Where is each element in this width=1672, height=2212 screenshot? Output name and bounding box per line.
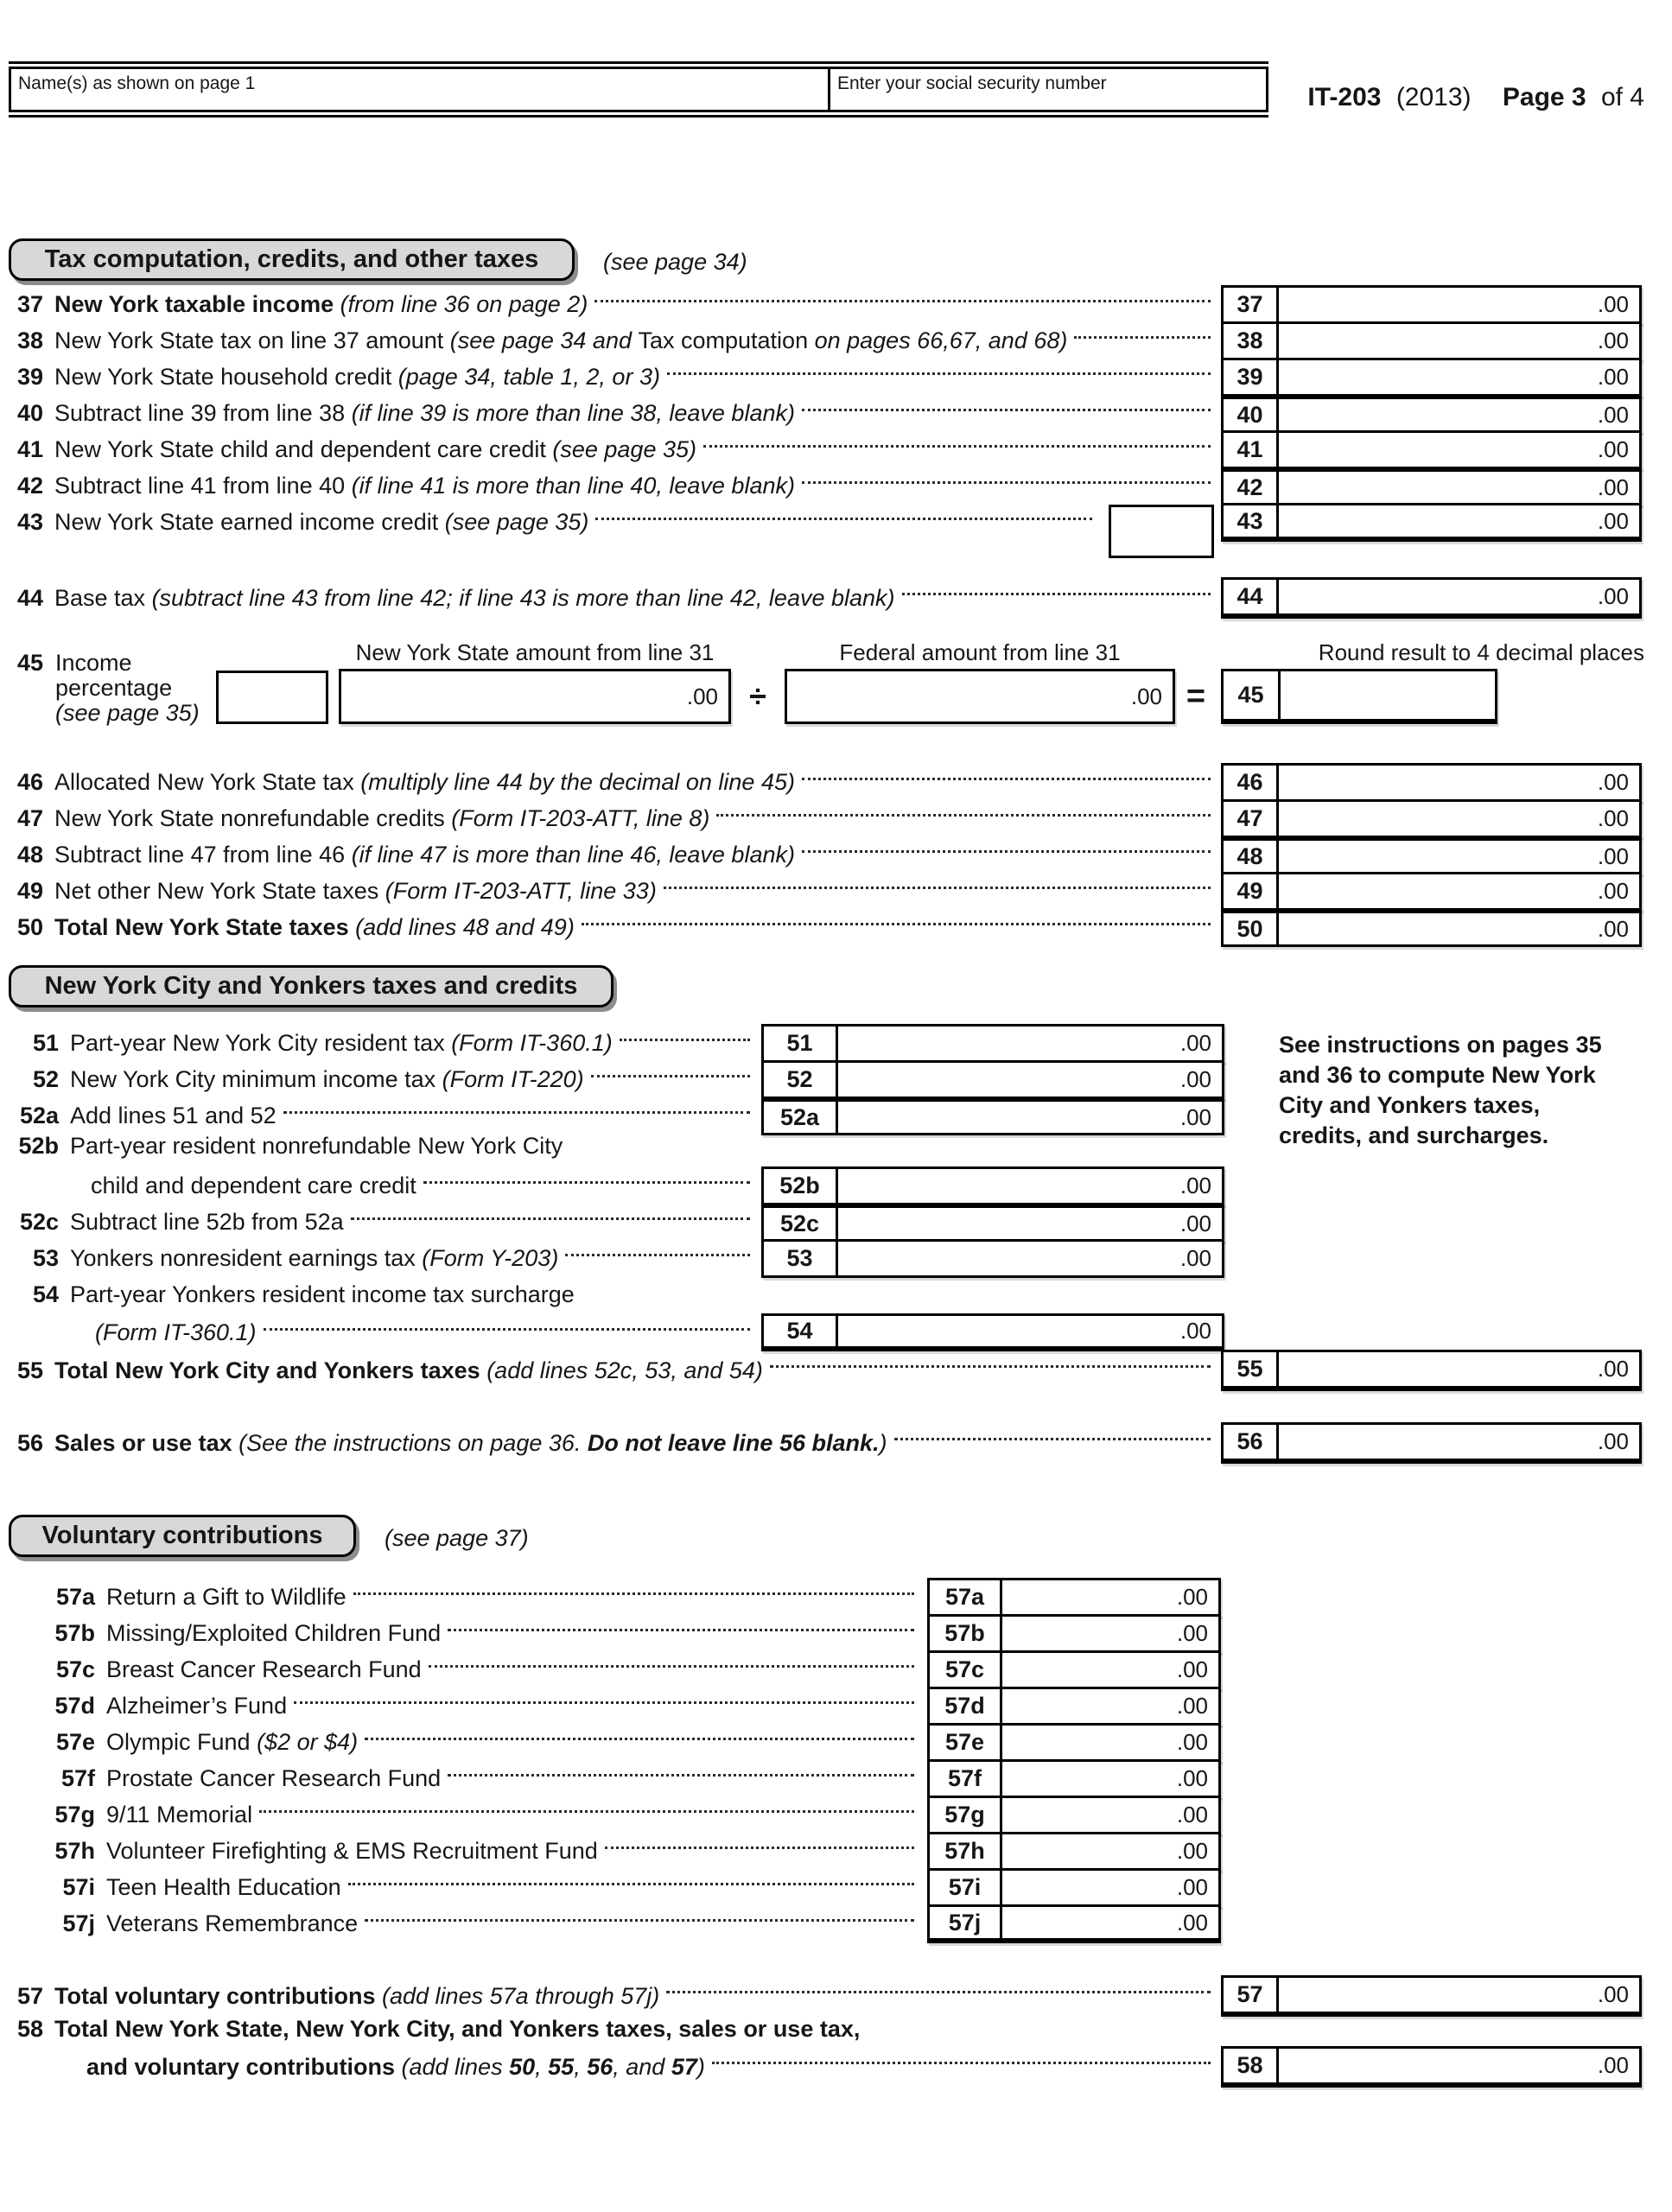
line-38-label: New York State tax on line 37 amount (see page 34 and Tax computation on pages 66,67, and 68) <box>54 327 1068 353</box>
line-57d-amount-input[interactable]: .00 <box>1176 1693 1208 1719</box>
line-45-label-2: percentage <box>55 675 173 701</box>
line-51-row <box>9 1024 753 1063</box>
line-57-row <box>9 1975 1214 2017</box>
line-52a-label: Add lines 51 and 52 <box>70 1103 277 1128</box>
line-52b-number: 52b <box>18 1132 59 1159</box>
line-57c-box <box>927 1650 1221 1689</box>
divide-sign: ÷ <box>749 678 766 714</box>
line-52a-amount-input[interactable]: .00 <box>1179 1103 1211 1130</box>
line-42-label: Subtract line 41 from line 40 (if line 41 is more than line 40, leave blank) <box>54 473 795 499</box>
line-48-amount-input[interactable]: .00 <box>1597 842 1629 869</box>
line-52-box <box>761 1060 1224 1099</box>
form-year: (2013) <box>1395 83 1472 111</box>
line-52a-leader <box>283 1111 750 1114</box>
line-56-number: 56 <box>16 1429 43 1456</box>
line-38-box-number: 38 <box>1224 324 1279 358</box>
line-43-box <box>1221 503 1642 542</box>
line-57b-amount-input[interactable]: .00 <box>1176 1620 1208 1646</box>
line-57i-leader <box>348 1883 914 1885</box>
line-58-leader <box>712 2062 1211 2064</box>
line-57h-box-number: 57h <box>930 1834 1002 1868</box>
line-58-box-number: 58 <box>1224 2049 1279 2082</box>
line-44-leader <box>902 593 1211 595</box>
line-52c-box <box>761 1203 1224 1242</box>
ssn-field[interactable] <box>828 67 1268 112</box>
nyc-note-line-1: See instructions on pages 35 <box>1279 1032 1602 1058</box>
line-52-row <box>9 1060 753 1099</box>
line-44-row <box>9 577 1214 619</box>
line-49-row <box>9 872 1214 911</box>
line-58-row-1 <box>9 2012 1214 2046</box>
line-57c-row <box>9 1650 918 1689</box>
nyc-instructions-note <box>1279 1030 1602 1151</box>
line-57-leader <box>666 1991 1211 1993</box>
line-37-box <box>1221 285 1642 324</box>
line-49-label: Net other New York State taxes (Form IT-203-ATT, line 33) <box>54 878 657 904</box>
nyc-note-line-4: credits, and surcharges. <box>1279 1122 1549 1148</box>
line-44-box <box>1221 577 1642 619</box>
line-42-leader <box>802 481 1211 484</box>
page-number: Page 3 <box>1502 83 1586 111</box>
line-57j-box <box>927 1904 1221 1943</box>
line-40-amount-input[interactable]: .00 <box>1597 401 1629 428</box>
section-voluntary-see-note: (see page 37) <box>385 1525 529 1551</box>
line-51-box <box>761 1024 1224 1063</box>
line-57c-leader <box>429 1665 914 1668</box>
line-37-amount-input[interactable]: .00 <box>1597 291 1629 317</box>
line-50-box <box>1221 908 1642 947</box>
line-48-box-number: 48 <box>1224 841 1279 872</box>
line-48-number: 48 <box>16 842 43 868</box>
line-56-row <box>9 1422 1214 1464</box>
line-57j-label: Veterans Remembrance <box>106 1910 359 1936</box>
line-57f-label: Prostate Cancer Research Fund <box>106 1765 442 1791</box>
line-57c-amount-input[interactable]: .00 <box>1176 1656 1208 1682</box>
line-37-leader <box>594 300 1211 302</box>
section-tax-computation-see-note: (see page 34) <box>603 249 747 275</box>
line-52a-box <box>761 1096 1224 1135</box>
line-57b-box <box>927 1614 1221 1653</box>
line-45-aux-input[interactable] <box>216 671 328 724</box>
line-38-row <box>9 321 1214 360</box>
line-57g-box-number: 57g <box>930 1798 1002 1832</box>
line-39-leader <box>667 372 1211 375</box>
line-52-label: New York City minimum income tax (Form IT-220) <box>70 1066 584 1092</box>
section-tax-computation <box>9 238 575 281</box>
line-41-box-number: 41 <box>1224 433 1279 467</box>
line-52b-box-number: 52b <box>764 1169 838 1203</box>
form-title <box>1307 83 1644 112</box>
line-43-label: New York State earned income credit (see page 35) <box>54 509 589 535</box>
line-52b-leader <box>423 1181 750 1184</box>
line-57f-box <box>927 1759 1221 1798</box>
line-57d-box <box>927 1687 1221 1726</box>
line-37-number: 37 <box>16 291 43 317</box>
line-52-number: 52 <box>32 1066 59 1092</box>
line-51-box-number: 51 <box>764 1027 838 1060</box>
line-43-aux-input[interactable] <box>1109 505 1214 558</box>
line-57b-row <box>9 1614 918 1653</box>
line-45-nys-amount-input[interactable]: .00 <box>686 683 718 709</box>
line-57g-box <box>927 1796 1221 1834</box>
line-57a-amount-input[interactable]: .00 <box>1176 1584 1208 1610</box>
line-51-leader <box>620 1039 750 1041</box>
line-57b-number: 57b <box>54 1620 95 1646</box>
line-52-leader <box>591 1075 750 1077</box>
line-55-row <box>9 1350 1214 1391</box>
line-41-amount-input[interactable]: .00 <box>1597 436 1629 462</box>
line-52a-box-number: 52a <box>764 1102 838 1133</box>
line-58-label-1: Total New York State, New York City, and Yonkers taxes, sales or use tax, <box>54 2015 861 2042</box>
line-41-box <box>1221 430 1642 469</box>
line-51-number: 51 <box>32 1030 59 1056</box>
section-nyc-yonkers-title: New York City and Yonkers taxes and credits <box>44 972 578 1000</box>
line-57a-leader <box>353 1592 914 1595</box>
line-52b-label-1: Part-year resident nonrefundable New York City <box>70 1132 563 1159</box>
line-41-row <box>9 430 1214 469</box>
line-57d-label: Alzheimer’s Fund <box>106 1693 288 1719</box>
line-53-amount-input[interactable]: .00 <box>1179 1245 1211 1271</box>
line-48-row <box>9 836 1214 874</box>
name-field[interactable] <box>9 67 828 112</box>
line-49-leader <box>664 887 1211 889</box>
line-52c-label: Subtract line 52b from 52a <box>70 1209 344 1235</box>
line-45-nys-label: New York State amount from line 31 <box>355 639 715 665</box>
line-58-box <box>1221 2046 1642 2088</box>
line-54-box-number: 54 <box>764 1316 838 1346</box>
line-39-amount-input[interactable]: .00 <box>1597 364 1629 390</box>
line-50-leader <box>582 923 1211 925</box>
section-voluntary <box>9 1515 356 1557</box>
line-45-federal-box <box>785 669 1175 724</box>
line-58-label-2: and voluntary contributions (add lines 50, 55, 56, and 57) <box>86 2053 705 2080</box>
line-57i-box-number: 57i <box>930 1871 1002 1904</box>
line-57a-box-number: 57a <box>930 1580 1002 1614</box>
line-57d-box-number: 57d <box>930 1689 1002 1723</box>
line-47-row <box>9 799 1214 838</box>
line-40-box-number: 40 <box>1224 399 1279 430</box>
line-53-label: Yonkers nonresident earnings tax (Form Y-203) <box>70 1245 559 1271</box>
line-57h-leader <box>605 1847 914 1849</box>
line-57f-amount-input[interactable]: .00 <box>1176 1765 1208 1791</box>
line-41-leader <box>703 445 1211 448</box>
line-57i-amount-input[interactable]: .00 <box>1176 1874 1208 1900</box>
line-57c-number: 57c <box>55 1656 95 1682</box>
line-52c-row <box>9 1203 753 1242</box>
line-57f-leader <box>448 1774 914 1777</box>
line-38-leader <box>1074 336 1211 339</box>
line-44-amount-input[interactable]: .00 <box>1597 583 1629 609</box>
line-54-label-2: (Form IT-360.1) <box>95 1319 257 1345</box>
line-57j-box-number: 57j <box>930 1907 1002 1938</box>
line-48-label: Subtract line 47 from line 46 (if line 47 is more than line 46, leave blank) <box>54 842 795 868</box>
equals-sign: = <box>1186 677 1206 715</box>
line-55-label: Total New York City and Yonkers taxes (add lines 52c, 53, and 54) <box>54 1357 763 1383</box>
section-tax-computation-title: Tax computation, credits, and other taxes <box>44 245 539 273</box>
line-57a-label: Return a Gift to Wildlife <box>106 1584 346 1610</box>
line-50-amount-input[interactable]: .00 <box>1597 915 1629 942</box>
line-44-number: 44 <box>16 584 43 611</box>
line-57h-amount-input[interactable]: .00 <box>1176 1838 1208 1864</box>
line-47-leader <box>716 814 1211 817</box>
line-57g-number: 57g <box>54 1802 95 1827</box>
line-57f-box-number: 57f <box>930 1762 1002 1796</box>
line-42-number: 42 <box>16 473 43 499</box>
line-37-row <box>9 285 1214 324</box>
line-56-leader <box>894 1438 1211 1440</box>
line-46-leader <box>802 778 1211 780</box>
line-56-amount-input[interactable]: .00 <box>1597 1428 1629 1454</box>
line-57e-amount-input[interactable]: .00 <box>1176 1729 1208 1755</box>
line-52a-number: 52a <box>19 1103 59 1128</box>
line-57h-number: 57h <box>54 1838 95 1864</box>
section-voluntary-title: Voluntary contributions <box>41 1522 323 1549</box>
line-45-round-label: Round result to 4 decimal places <box>1318 639 1644 665</box>
line-49-box <box>1221 872 1642 911</box>
line-50-number: 50 <box>16 914 43 940</box>
line-54-row-1 <box>9 1277 753 1312</box>
line-58-number: 58 <box>16 2015 43 2042</box>
line-40-leader <box>802 409 1211 411</box>
line-57-label: Total voluntary contributions (add lines 57a through 57j) <box>54 1982 660 2009</box>
line-46-amount-input[interactable]: .00 <box>1597 769 1629 795</box>
header-bottom-rule <box>9 115 1268 118</box>
line-57i-box <box>927 1868 1221 1907</box>
line-57b-box-number: 57b <box>930 1617 1002 1650</box>
line-54-leader <box>264 1328 750 1331</box>
line-39-label: New York State household credit (page 34, table 1, 2, or 3) <box>54 364 660 390</box>
name-field-label: Name(s) as shown on page 1 <box>18 73 256 93</box>
line-54-row-2 <box>9 1313 753 1352</box>
line-57g-label: 9/11 Memorial <box>106 1802 253 1827</box>
line-44-box-number: 44 <box>1224 580 1279 613</box>
line-53-box <box>761 1239 1224 1278</box>
line-49-box-number: 49 <box>1224 874 1279 908</box>
line-49-number: 49 <box>16 878 43 904</box>
line-39-box <box>1221 358 1642 397</box>
line-45-nys-box <box>339 669 731 724</box>
line-55-leader <box>770 1365 1211 1368</box>
section-nyc-yonkers <box>9 965 613 1007</box>
line-52c-leader <box>351 1217 750 1220</box>
line-57j-amount-input[interactable]: .00 <box>1176 1909 1208 1936</box>
line-53-box-number: 53 <box>764 1242 838 1275</box>
line-39-row <box>9 358 1214 397</box>
line-52-box-number: 52 <box>764 1063 838 1096</box>
line-45-federal-label: Federal amount from line 31 <box>839 639 1121 665</box>
line-57d-row <box>9 1687 918 1726</box>
line-49-amount-input[interactable]: .00 <box>1597 878 1629 904</box>
page-total: of 4 <box>1600 83 1644 111</box>
line-57g-leader <box>259 1810 914 1813</box>
line-54-amount-input[interactable]: .00 <box>1179 1318 1211 1344</box>
line-38-amount-input[interactable]: .00 <box>1597 327 1629 353</box>
line-57-box <box>1221 1975 1642 2017</box>
line-55-amount-input[interactable]: .00 <box>1597 1356 1629 1382</box>
line-51-amount-input[interactable]: .00 <box>1179 1030 1211 1056</box>
line-56-box <box>1221 1422 1642 1464</box>
line-53-leader <box>565 1254 750 1256</box>
line-58-amount-input[interactable]: .00 <box>1597 2052 1629 2078</box>
line-57f-number: 57f <box>60 1765 95 1791</box>
line-42-box-number: 42 <box>1224 472 1279 503</box>
form-id: IT-203 <box>1307 83 1382 111</box>
line-41-label: New York State child and dependent care credit (see page 35) <box>54 436 696 462</box>
line-57f-row <box>9 1759 918 1798</box>
line-48-leader <box>802 850 1211 853</box>
line-45-number: 45 <box>16 650 43 676</box>
line-42-amount-input[interactable]: .00 <box>1597 474 1629 500</box>
line-57h-row <box>9 1832 918 1871</box>
line-57j-leader <box>365 1919 914 1922</box>
line-46-label: Allocated New York State tax (multiply line 44 by the decimal on line 45) <box>54 769 795 795</box>
line-50-row <box>9 908 1214 947</box>
line-52b-box <box>761 1166 1224 1205</box>
line-45-label-3: (see page 35) <box>55 700 200 726</box>
ssn-field-label: Enter your social security number <box>837 73 1107 93</box>
line-57-number: 57 <box>16 1982 43 2009</box>
line-57g-row <box>9 1796 918 1834</box>
nyc-note-line-3: City and Yonkers taxes, <box>1279 1092 1541 1118</box>
line-53-number: 53 <box>32 1245 59 1271</box>
line-57b-leader <box>448 1629 914 1631</box>
line-52-amount-input[interactable]: .00 <box>1179 1066 1211 1092</box>
line-57h-box <box>927 1832 1221 1871</box>
line-40-row <box>9 394 1214 433</box>
line-57j-number: 57j <box>62 1910 95 1936</box>
line-46-number: 46 <box>16 769 43 795</box>
line-52c-number: 52c <box>19 1209 59 1235</box>
line-40-number: 40 <box>16 400 43 426</box>
line-40-label: Subtract line 39 from line 38 (if line 39 is more than line 38, leave blank) <box>54 400 795 426</box>
line-57h-label: Volunteer Firefighting & EMS Recruitment Fund <box>106 1838 598 1864</box>
line-57e-box <box>927 1723 1221 1762</box>
line-46-box <box>1221 763 1642 802</box>
header-top-rule <box>9 61 1268 64</box>
line-47-amount-input[interactable]: .00 <box>1597 805 1629 831</box>
line-57b-label: Missing/Exploited Children Fund <box>106 1620 442 1646</box>
line-55-box-number: 55 <box>1224 1352 1279 1386</box>
line-57e-label: Olympic Fund ($2 or $4) <box>106 1729 359 1755</box>
line-43-row <box>9 503 1096 542</box>
line-45-result-input[interactable] <box>1281 671 1495 719</box>
line-57e-number: 57e <box>55 1729 95 1755</box>
line-58-row-2 <box>9 2046 1214 2088</box>
line-52b-row-2 <box>9 1166 753 1205</box>
line-57e-row <box>9 1723 918 1762</box>
line-52c-amount-input[interactable]: .00 <box>1179 1210 1211 1236</box>
line-56-label: Sales or use tax (See the instructions on page 36. Do not leave line 56 blank.) <box>54 1429 887 1456</box>
line-57i-label: Teen Health Education <box>106 1874 341 1900</box>
line-46-row <box>9 763 1214 802</box>
line-41-number: 41 <box>16 436 43 462</box>
line-45-label-1: Income <box>55 650 132 676</box>
line-43-box-number: 43 <box>1224 505 1279 537</box>
line-57c-label: Breast Cancer Research Fund <box>106 1656 422 1682</box>
line-57g-amount-input[interactable]: .00 <box>1176 1802 1208 1827</box>
line-38-box <box>1221 321 1642 360</box>
line-43-amount-input[interactable]: .00 <box>1597 507 1629 534</box>
line-40-box <box>1221 394 1642 433</box>
line-57i-number: 57i <box>62 1874 95 1900</box>
line-52b-row-1 <box>9 1128 753 1163</box>
line-47-box-number: 47 <box>1224 802 1279 836</box>
line-53-row <box>9 1239 753 1278</box>
line-46-box-number: 46 <box>1224 766 1279 799</box>
line-47-number: 47 <box>16 805 43 831</box>
line-42-row <box>9 467 1214 505</box>
line-43-leader <box>595 518 1092 520</box>
line-47-label: New York State nonrefundable credits (Form IT-203-ATT, line 8) <box>54 805 710 831</box>
line-42-box <box>1221 467 1642 505</box>
line-44-label: Base tax (subtract line 43 from line 42; if line 43 is more than line 42, leave blank) <box>54 584 895 611</box>
line-43-number: 43 <box>16 509 43 535</box>
line-50-label: Total New York State taxes (add lines 48 and 49) <box>54 914 575 940</box>
line-57a-row <box>9 1578 918 1617</box>
line-57j-row <box>9 1904 918 1943</box>
line-54-box <box>761 1313 1224 1351</box>
line-57i-row <box>9 1868 918 1907</box>
line-45-federal-amount-input[interactable]: .00 <box>1130 683 1162 709</box>
line-51-label: Part-year New York City resident tax (Form IT-360.1) <box>70 1030 613 1056</box>
line-38-number: 38 <box>16 327 43 353</box>
nyc-note-line-2: and 36 to compute New York <box>1279 1062 1596 1088</box>
line-50-box-number: 50 <box>1224 913 1279 944</box>
line-57d-leader <box>294 1701 914 1704</box>
line-54-label-1: Part-year Yonkers resident income tax surcharge <box>70 1281 575 1307</box>
line-57a-number: 57a <box>55 1584 95 1610</box>
line-52b-label-2: child and dependent care credit <box>91 1173 416 1198</box>
line-57-box-number: 57 <box>1224 1978 1279 2012</box>
line-57e-box-number: 57e <box>930 1726 1002 1759</box>
line-39-number: 39 <box>16 364 43 390</box>
line-37-label: New York taxable income (from line 36 on page 2) <box>54 291 588 317</box>
line-45-box <box>1221 669 1497 724</box>
line-57-amount-input[interactable]: .00 <box>1597 1981 1629 2007</box>
line-55-number: 55 <box>16 1357 43 1383</box>
line-55-box <box>1221 1350 1642 1391</box>
line-56-box-number: 56 <box>1224 1425 1279 1459</box>
line-52c-box-number: 52c <box>764 1208 838 1239</box>
line-57a-box <box>927 1578 1221 1617</box>
line-45-box-number: 45 <box>1224 671 1281 719</box>
line-52b-amount-input[interactable]: .00 <box>1179 1173 1211 1198</box>
line-57e-leader <box>365 1738 914 1740</box>
line-57d-number: 57d <box>54 1693 95 1719</box>
line-57c-box-number: 57c <box>930 1653 1002 1687</box>
line-48-box <box>1221 836 1642 874</box>
line-39-box-number: 39 <box>1224 360 1279 394</box>
line-54-number: 54 <box>32 1281 59 1307</box>
line-47-box <box>1221 799 1642 838</box>
line-37-box-number: 37 <box>1224 288 1279 321</box>
